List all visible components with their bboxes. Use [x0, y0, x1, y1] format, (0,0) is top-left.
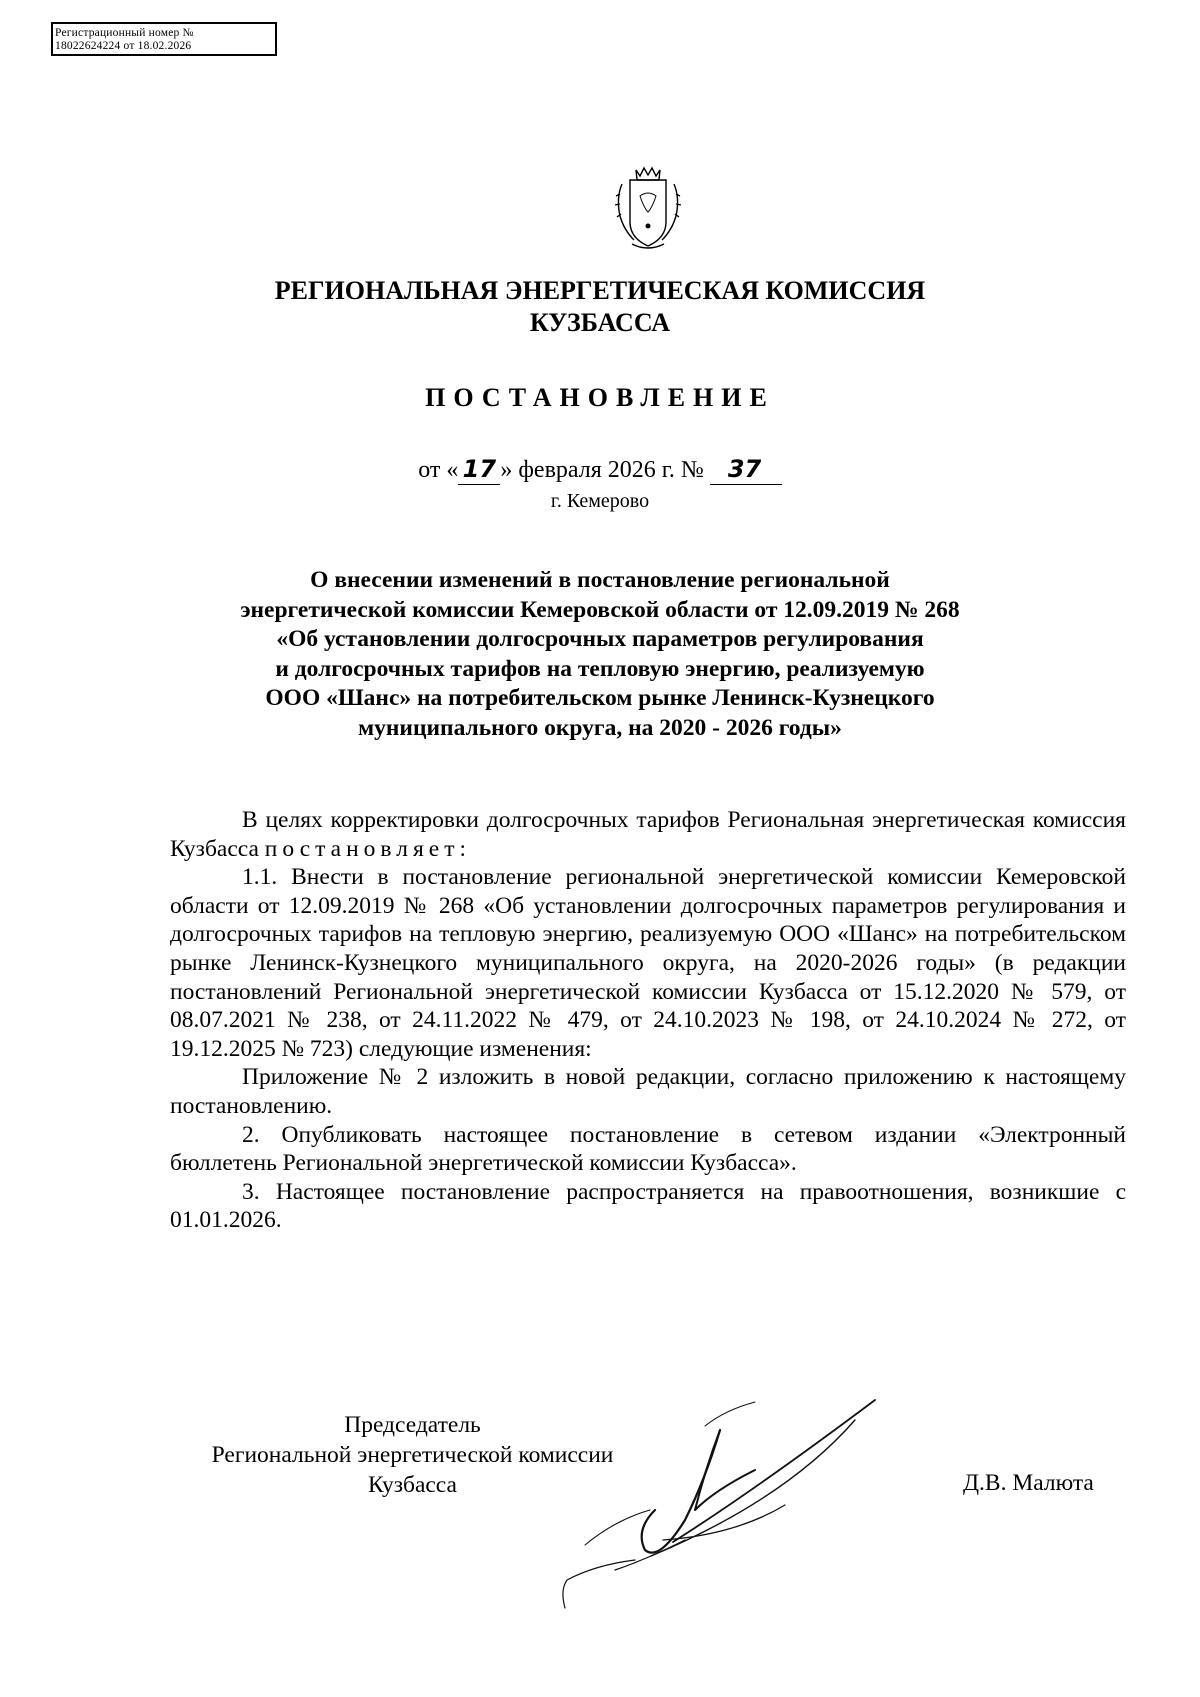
- item-3: 3. Настоящее постановление распространяется на правоотношения, возникшие с 01.01.2026.: [170, 1178, 1126, 1234]
- registration-stamp-line1: Регистрационный номер №: [55, 27, 194, 39]
- signatory-name: Д.В. Малюта: [963, 1470, 1094, 1496]
- position-line1: Председатель: [344, 1412, 481, 1438]
- item-2: 2. Опубликовать настоящее постановление в сетевом издании «Электронный бюллетень Региональной энергетической комиссии Кузбасса».: [170, 1121, 1126, 1177]
- handwritten-number: 37: [727, 455, 762, 483]
- handwritten-signature: [555, 1390, 960, 1620]
- city: г. Кемерово: [550, 490, 650, 512]
- dateline-prefix: от «: [418, 457, 459, 483]
- body-text: [170, 806, 1126, 1235]
- position-line2: Региональной энергетической комиссии: [211, 1442, 614, 1468]
- intro-verb: постановляет: [264, 835, 460, 862]
- subject-line: О внесении изменений в постановление региональной: [310, 567, 890, 593]
- intro-end: :: [459, 835, 466, 862]
- subject-line: энергетической комиссии Кемеровской области от 12.09.2019 № 268: [240, 596, 960, 623]
- subject-line: ООО «Шанс» на потребительском рынке Ленинск-Кузнецкого: [265, 685, 935, 711]
- registration-stamp-line2: 18022624224 от 18.02.2026: [55, 40, 192, 52]
- item-1-1-detail: Приложение № 2 изложить в новой редакции, согласно приложению к настоящему постановлению.: [170, 1064, 1126, 1119]
- coat-of-arms-icon: [610, 160, 686, 252]
- item-1-1: 1.1. Внести в постановление региональной энергетической комиссии Кемеровской области от 12.09.2019 № 268 «Об установлении долгосрочных параметров регулирования и долгосрочных тарифов на тепловую энергию, реализуемую ООО «Шанс» на потребительском рынке Ленинск-Кузнецкого муниципального округа, на 2020-2026 годы» (в редакции постановлений Региональной энергетической комиссии Кузбасса от 15.12.2020 № 579, от 08.07.2021 № 238, от 24.11.2022 № 479, от 24.10.2023 № 198, от 24.10.2024 № 272, от 19.12.2025 № 723) следующие изменения:: [170, 864, 1126, 1062]
- handwritten-day: 17: [462, 455, 497, 483]
- document-type: ПОСТАНОВЛЕНИЕ: [425, 383, 775, 412]
- issuer-line2: КУЗБАССА: [529, 308, 671, 337]
- subject-line: и долгосрочных тарифов на тепловую энергию, реализуемую: [275, 655, 925, 682]
- issuer-line1: РЕГИОНАЛЬНАЯ ЭНЕРГЕТИЧЕСКАЯ КОМИССИЯ: [274, 276, 926, 305]
- dateline-middle: » февраля 2026 г. №: [500, 457, 704, 483]
- intro-paragraph: [170, 806, 1126, 863]
- position-line3: Кузбасса: [368, 1472, 457, 1498]
- subject-heading: [0, 566, 1200, 743]
- registration-stamp: [51, 22, 277, 56]
- subject-line: муниципального округа, на 2020 - 2026 годы»: [358, 714, 842, 741]
- intro-text: В целях корректировки долгосрочных тарифов Региональная энергетическая комиссия Кузбасса: [170, 807, 1126, 862]
- subject-line: «Об установлении долгосрочных параметров регулирования: [276, 626, 924, 652]
- dateline: [0, 455, 1200, 485]
